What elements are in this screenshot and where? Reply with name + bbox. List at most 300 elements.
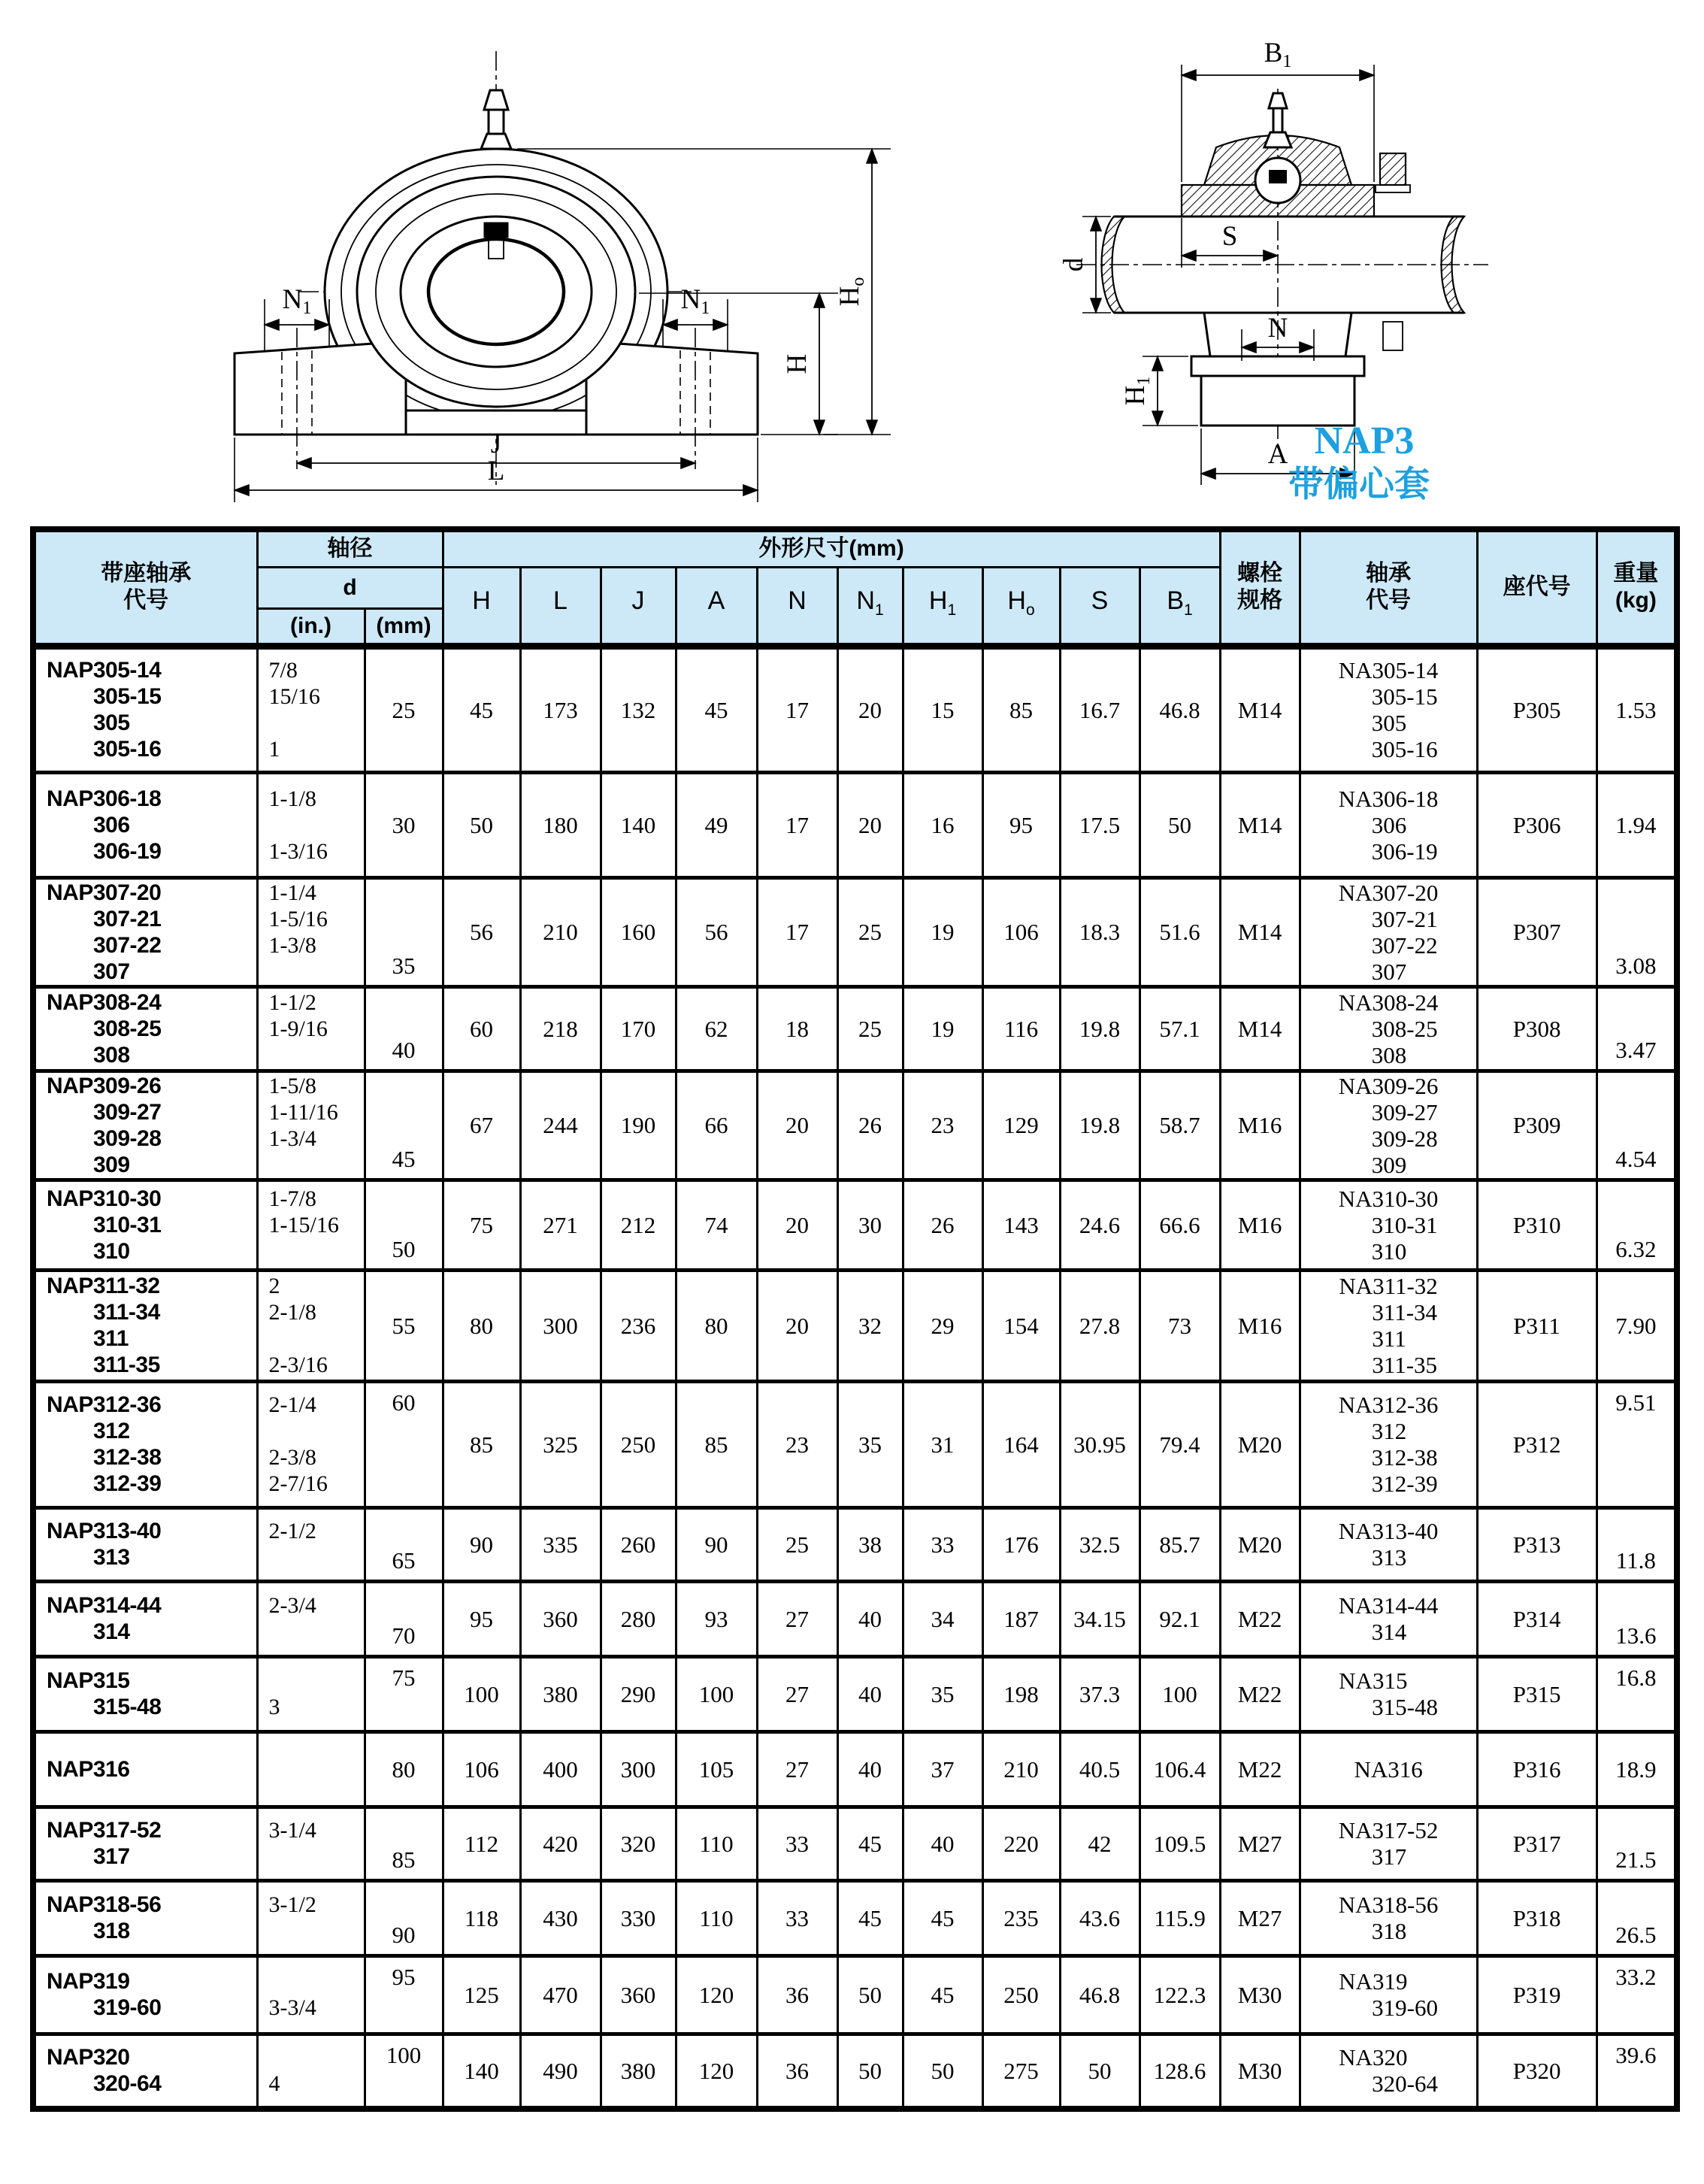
- cell-weight: 1.94: [1597, 772, 1677, 877]
- header-shaft-diameter: 轴径: [257, 529, 443, 567]
- cell-dim-H1: 31: [903, 1381, 982, 1507]
- side-view-drawing: [1058, 38, 1488, 504]
- header-d-inch: (in.): [257, 608, 365, 646]
- cell-d-inch: 4: [257, 2034, 365, 2109]
- cell-dim-N: 33: [757, 1807, 837, 1880]
- cell-dim-Ho: 164: [982, 1381, 1060, 1507]
- cell-bearing-code: NA319 319-60: [1300, 1955, 1477, 2034]
- cell-dim-N: 33: [757, 1880, 837, 1955]
- cell-d-mm: 90: [365, 1880, 443, 1955]
- cell-unit-code: NAP311-32 311-34 311 311-35: [33, 1270, 257, 1381]
- cell-dim-N: 27: [757, 1731, 837, 1807]
- cell-dim-H: 106: [443, 1731, 520, 1807]
- cell-d-mm: 55: [365, 1270, 443, 1381]
- cell-dim-N1: 35: [837, 1381, 903, 1507]
- cell-weight: 9.51: [1597, 1381, 1677, 1507]
- cell-dim-H: 118: [443, 1880, 520, 1955]
- series-caption-description: 带偏心套: [1288, 464, 1430, 504]
- cell-bearing-code: NA307-20 307-21 307-22 307: [1300, 877, 1477, 986]
- table-row: [33, 1955, 1677, 2034]
- cell-d-mm: 75: [365, 1656, 443, 1731]
- cell-dim-H1: 19: [903, 877, 982, 986]
- cell-bolt-spec: M16: [1220, 1270, 1300, 1381]
- header-dim-Ho: $H_o$: [982, 567, 1060, 646]
- cell-dim-H: 100: [443, 1656, 520, 1731]
- cell-dim-L: 360: [520, 1581, 601, 1656]
- cell-unit-code: NAP319 319-60: [33, 1955, 257, 2034]
- table-row: [33, 646, 1677, 772]
- header-weight: 重量 (kg): [1597, 529, 1677, 646]
- table-row: [33, 1880, 1677, 1955]
- cell-dim-L: 173: [520, 646, 601, 772]
- cell-dim-L: 180: [520, 772, 601, 877]
- cell-dim-S: 30.95: [1060, 1381, 1140, 1507]
- cell-weight: 16.8: [1597, 1656, 1677, 1731]
- cell-d-inch: [257, 1731, 365, 1807]
- table-row: [33, 1381, 1677, 1507]
- cell-dim-N1: 25: [837, 877, 903, 986]
- cell-dim-L: 218: [520, 986, 601, 1071]
- cell-dim-J: 360: [601, 1955, 676, 2034]
- cell-dim-H1: 34: [903, 1581, 982, 1656]
- cell-seat-code: P314: [1477, 1581, 1597, 1656]
- cell-seat-code: P320: [1477, 2034, 1597, 2109]
- header-bolt-spec: 螺栓 规格: [1220, 529, 1300, 646]
- cell-dim-S: 27.8: [1060, 1270, 1140, 1381]
- header-d: d: [257, 567, 443, 608]
- cell-dim-H1: 37: [903, 1731, 982, 1807]
- cell-bolt-spec: M27: [1220, 1880, 1300, 1955]
- cell-dim-B1: 115.9: [1140, 1880, 1220, 1955]
- cell-dim-L: 300: [520, 1270, 601, 1381]
- cell-weight: 26.5: [1597, 1880, 1677, 1955]
- cell-weight: 11.8: [1597, 1507, 1677, 1581]
- header-seat-code: 座代号: [1477, 529, 1597, 646]
- cell-d-mm: 85: [365, 1807, 443, 1880]
- cell-d-inch: 1-1/8 1-3/16: [257, 772, 365, 877]
- cell-dim-A: 100: [676, 1656, 757, 1731]
- cell-dim-B1: 92.1: [1140, 1581, 1220, 1656]
- dim-label-ho: Ho: [834, 277, 868, 307]
- table-header: [33, 529, 1677, 646]
- cell-d-inch: 2-3/4: [257, 1581, 365, 1656]
- cell-weight: 33.2: [1597, 1955, 1677, 2034]
- header-dimensions-title: 外形尺寸(mm): [443, 529, 1220, 567]
- cell-dim-L: 380: [520, 1656, 601, 1731]
- cell-d-mm: 95: [365, 1955, 443, 2034]
- cell-dim-A: 85: [676, 1381, 757, 1507]
- cell-dim-J: 160: [601, 877, 676, 986]
- table-row: [33, 1507, 1677, 1581]
- cell-unit-code: NAP318-56 318: [33, 1880, 257, 1955]
- cell-dim-Ho: 143: [982, 1180, 1060, 1270]
- cell-dim-H1: 40: [903, 1807, 982, 1880]
- cell-dim-H: 90: [443, 1507, 520, 1581]
- cell-bolt-spec: M14: [1220, 772, 1300, 877]
- cell-dim-N1: 20: [837, 646, 903, 772]
- cell-dim-J: 212: [601, 1180, 676, 1270]
- cell-dim-N: 25: [757, 1507, 837, 1581]
- table-row: [33, 986, 1677, 1071]
- dim-label-b1: B1: [1264, 38, 1292, 71]
- dim-label-j: J: [490, 429, 502, 459]
- table-row: [33, 1731, 1677, 1807]
- header-d-mm: (mm): [365, 608, 443, 646]
- cell-seat-code: P309: [1477, 1071, 1597, 1180]
- header-dim-J: J: [601, 567, 676, 646]
- cell-dim-S: 50: [1060, 2034, 1140, 2109]
- cell-bearing-code: NA308-24 308-25 308: [1300, 986, 1477, 1071]
- cell-unit-code: NAP315 315-48: [33, 1656, 257, 1731]
- cell-dim-N1: 30: [837, 1180, 903, 1270]
- cell-dim-N: 36: [757, 2034, 837, 2109]
- cell-seat-code: P315: [1477, 1656, 1597, 1731]
- cell-dim-N1: 45: [837, 1880, 903, 1955]
- cell-dim-B1: 58.7: [1140, 1071, 1220, 1180]
- cell-bolt-spec: M22: [1220, 1656, 1300, 1731]
- cell-dim-H: 56: [443, 877, 520, 986]
- cell-dim-S: 24.6: [1060, 1180, 1140, 1270]
- cell-dim-J: 250: [601, 1381, 676, 1507]
- table-row: [33, 877, 1677, 986]
- cell-dim-A: 93: [676, 1581, 757, 1656]
- cell-d-mm: 65: [365, 1507, 443, 1581]
- cell-dim-Ho: 220: [982, 1807, 1060, 1880]
- cell-dim-B1: 66.6: [1140, 1180, 1220, 1270]
- cell-bearing-code: NA320 320-64: [1300, 2034, 1477, 2109]
- cell-dim-H1: 16: [903, 772, 982, 877]
- cell-d-mm: 30: [365, 772, 443, 877]
- cell-seat-code: P305: [1477, 646, 1597, 772]
- cell-dim-N1: 38: [837, 1507, 903, 1581]
- cell-dim-J: 320: [601, 1807, 676, 1880]
- cell-dim-B1: 106.4: [1140, 1731, 1220, 1807]
- cell-dim-B1: 50: [1140, 772, 1220, 877]
- cell-dim-H: 80: [443, 1270, 520, 1381]
- cell-d-inch: 3-1/2: [257, 1880, 365, 1955]
- dim-label-a: A: [1267, 439, 1288, 470]
- cell-unit-code: NAP314-44 314: [33, 1581, 257, 1656]
- dim-label-h: H: [782, 353, 813, 374]
- cell-dim-N: 17: [757, 772, 837, 877]
- cell-dim-Ho: 198: [982, 1656, 1060, 1731]
- cell-bolt-spec: M14: [1220, 877, 1300, 986]
- cell-d-inch: 2-1/2: [257, 1507, 365, 1581]
- cell-dim-L: 470: [520, 1955, 601, 2034]
- cell-d-inch: 1-5/8 1-11/16 1-3/4: [257, 1071, 365, 1180]
- cell-dim-N1: 40: [837, 1731, 903, 1807]
- cell-bearing-code: NA305-14 305-15 305 305-16: [1300, 646, 1477, 772]
- header-dim-B1: $B_1$: [1140, 567, 1220, 646]
- cell-weight: 13.6: [1597, 1581, 1677, 1656]
- cell-weight: 3.47: [1597, 986, 1677, 1071]
- cell-d-mm: 35: [365, 877, 443, 986]
- cell-dim-N1: 32: [837, 1270, 903, 1381]
- cell-dim-B1: 73: [1140, 1270, 1220, 1381]
- cell-dim-A: 66: [676, 1071, 757, 1180]
- cell-dim-H1: 23: [903, 1071, 982, 1180]
- cell-bearing-code: NA309-26 309-27 309-28 309: [1300, 1071, 1477, 1180]
- cell-dim-A: 74: [676, 1180, 757, 1270]
- table-row: [33, 1807, 1677, 1880]
- cell-bolt-spec: M16: [1220, 1180, 1300, 1270]
- cell-dim-L: 400: [520, 1731, 601, 1807]
- cell-bearing-code: NA316: [1300, 1731, 1477, 1807]
- cell-dim-A: 120: [676, 2034, 757, 2109]
- cell-bolt-spec: M30: [1220, 1955, 1300, 2034]
- cell-dim-N: 27: [757, 1656, 837, 1731]
- cell-d-mm: 25: [365, 646, 443, 772]
- cell-weight: 4.54: [1597, 1071, 1677, 1180]
- cell-seat-code: P319: [1477, 1955, 1597, 2034]
- table-row: [33, 772, 1677, 877]
- cell-dim-A: 120: [676, 1955, 757, 2034]
- dim-label-n: N: [1267, 313, 1288, 344]
- cell-dim-Ho: 250: [982, 1955, 1060, 2034]
- cell-bearing-code: NA310-30 310-31 310: [1300, 1180, 1477, 1270]
- cell-dim-H: 112: [443, 1807, 520, 1880]
- cell-bearing-code: NA318-56 318: [1300, 1880, 1477, 1955]
- cell-dim-H: 95: [443, 1581, 520, 1656]
- cell-d-mm: 50: [365, 1180, 443, 1270]
- table-row: [33, 1581, 1677, 1656]
- cell-dim-S: 43.6: [1060, 1880, 1140, 1955]
- cell-dim-L: 335: [520, 1507, 601, 1581]
- cell-bolt-spec: M22: [1220, 1581, 1300, 1656]
- cell-dim-B1: 100: [1140, 1656, 1220, 1731]
- cell-bolt-spec: M20: [1220, 1381, 1300, 1507]
- cell-dim-S: 40.5: [1060, 1731, 1140, 1807]
- cell-dim-Ho: 116: [982, 986, 1060, 1071]
- cell-dim-J: 300: [601, 1731, 676, 1807]
- cell-d-inch: 2 2-1/8 2-3/16: [257, 1270, 365, 1381]
- cell-d-mm: 70: [365, 1581, 443, 1656]
- cell-dim-A: 56: [676, 877, 757, 986]
- cell-dim-J: 190: [601, 1071, 676, 1180]
- cell-unit-code: NAP320 320-64: [33, 2034, 257, 2109]
- header-dim-A: A: [676, 567, 757, 646]
- cell-dim-H1: 45: [903, 1880, 982, 1955]
- cell-dim-N1: 40: [837, 1656, 903, 1731]
- cell-d-mm: 100: [365, 2034, 443, 2109]
- cell-bearing-code: NA312-36 312 312-38 312-39: [1300, 1381, 1477, 1507]
- cell-dim-N: 18: [757, 986, 837, 1071]
- cell-d-mm: 80: [365, 1731, 443, 1807]
- dim-label-h1: H1: [1120, 376, 1154, 406]
- cell-dim-Ho: 275: [982, 2034, 1060, 2109]
- cell-dim-L: 490: [520, 2034, 601, 2109]
- cell-dim-B1: 109.5: [1140, 1807, 1220, 1880]
- cell-d-inch: 7/8 15/16 1: [257, 646, 365, 772]
- dim-label-s: S: [1221, 221, 1238, 252]
- cell-dim-N: 17: [757, 877, 837, 986]
- cell-dim-Ho: 129: [982, 1071, 1060, 1180]
- cell-dim-N1: 45: [837, 1807, 903, 1880]
- cell-d-inch: 3-3/4: [257, 1955, 365, 2034]
- cell-weight: 39.6: [1597, 2034, 1677, 2109]
- cell-dim-J: 236: [601, 1270, 676, 1381]
- cell-d-inch: 3: [257, 1656, 365, 1731]
- cell-seat-code: P317: [1477, 1807, 1597, 1880]
- cell-unit-code: NAP306-18 306 306-19: [33, 772, 257, 877]
- cell-weight: 18.9: [1597, 1731, 1677, 1807]
- cell-bolt-spec: M22: [1220, 1731, 1300, 1807]
- cell-seat-code: P306: [1477, 772, 1597, 877]
- dim-label-n1-right: N1: [680, 284, 710, 318]
- cell-dim-S: 46.8: [1060, 1955, 1140, 2034]
- cell-dim-H1: 50: [903, 2034, 982, 2109]
- cell-dim-J: 260: [601, 1507, 676, 1581]
- cell-dim-J: 140: [601, 772, 676, 877]
- dim-label-n1-left: N1: [282, 284, 312, 318]
- cell-dim-L: 210: [520, 877, 601, 986]
- cell-dim-S: 18.3: [1060, 877, 1140, 986]
- cell-dim-L: 420: [520, 1807, 601, 1880]
- table-row: [33, 1071, 1677, 1180]
- cell-seat-code: P313: [1477, 1507, 1597, 1581]
- cell-unit-code: NAP313-40 313: [33, 1507, 257, 1581]
- cell-dim-H: 125: [443, 1955, 520, 2034]
- dim-label-d: d: [1058, 257, 1089, 272]
- cell-dim-L: 325: [520, 1381, 601, 1507]
- cell-dim-H1: 35: [903, 1656, 982, 1731]
- cell-dim-H: 50: [443, 772, 520, 877]
- cell-dim-S: 42: [1060, 1807, 1140, 1880]
- cell-dim-H: 45: [443, 646, 520, 772]
- spec-table: [30, 526, 1680, 2112]
- cell-bolt-spec: M30: [1220, 2034, 1300, 2109]
- cell-seat-code: P307: [1477, 877, 1597, 986]
- cell-seat-code: P311: [1477, 1270, 1597, 1381]
- cell-unit-code: NAP307-20 307-21 307-22 307: [33, 877, 257, 986]
- cell-dim-N: 20: [757, 1270, 837, 1381]
- cell-dim-A: 62: [676, 986, 757, 1071]
- cell-weight: 6.32: [1597, 1180, 1677, 1270]
- header-dim-L: L: [520, 567, 601, 646]
- front-view-drawing: [235, 51, 891, 502]
- header-bearing-code: 轴承 代号: [1300, 529, 1477, 646]
- cell-dim-Ho: 85: [982, 646, 1060, 772]
- cell-dim-H1: 15: [903, 646, 982, 772]
- dim-label-l: L: [487, 456, 505, 486]
- cell-bearing-code: NA306-18 306 306-19: [1300, 772, 1477, 877]
- cell-dim-S: 32.5: [1060, 1507, 1140, 1581]
- cell-dim-N: 27: [757, 1581, 837, 1656]
- cell-dim-J: 170: [601, 986, 676, 1071]
- cell-dim-N1: 40: [837, 1581, 903, 1656]
- cell-bearing-code: NA314-44 314: [1300, 1581, 1477, 1656]
- cell-dim-A: 110: [676, 1807, 757, 1880]
- cell-dim-L: 430: [520, 1880, 601, 1955]
- drawings-panel: [0, 0, 1704, 526]
- cell-unit-code: NAP310-30 310-31 310: [33, 1180, 257, 1270]
- cell-dim-A: 49: [676, 772, 757, 877]
- cell-dim-A: 90: [676, 1507, 757, 1581]
- cell-dim-H1: 26: [903, 1180, 982, 1270]
- header-dim-N1: $N_1$: [837, 567, 903, 646]
- cell-dim-J: 132: [601, 646, 676, 772]
- cell-d-inch: 3-1/4: [257, 1807, 365, 1880]
- cell-bolt-spec: M27: [1220, 1807, 1300, 1880]
- cell-dim-Ho: 154: [982, 1270, 1060, 1381]
- cell-dim-B1: 79.4: [1140, 1381, 1220, 1507]
- cell-weight: 21.5: [1597, 1807, 1677, 1880]
- cell-dim-B1: 122.3: [1140, 1955, 1220, 2034]
- cell-dim-H: 60: [443, 986, 520, 1071]
- cell-bearing-code: NA315 315-48: [1300, 1656, 1477, 1731]
- cell-dim-N1: 25: [837, 986, 903, 1071]
- cell-dim-J: 290: [601, 1656, 676, 1731]
- cell-dim-L: 271: [520, 1180, 601, 1270]
- cell-dim-Ho: 210: [982, 1731, 1060, 1807]
- cell-weight: 3.08: [1597, 877, 1677, 986]
- cell-dim-N: 20: [757, 1071, 837, 1180]
- cell-dim-H1: 33: [903, 1507, 982, 1581]
- header-dim-S: S: [1060, 567, 1140, 646]
- cell-dim-A: 80: [676, 1270, 757, 1381]
- cell-bolt-spec: M14: [1220, 646, 1300, 772]
- cell-unit-code: NAP316: [33, 1731, 257, 1807]
- cell-bolt-spec: M16: [1220, 1071, 1300, 1180]
- cell-dim-H1: 45: [903, 1955, 982, 2034]
- cell-d-inch: 2-1/4 2-3/8 2-7/16: [257, 1381, 365, 1507]
- cell-dim-H1: 19: [903, 986, 982, 1071]
- cell-dim-S: 37.3: [1060, 1656, 1140, 1731]
- cell-dim-H: 85: [443, 1381, 520, 1507]
- cell-dim-H: 67: [443, 1071, 520, 1180]
- cell-dim-S: 19.8: [1060, 986, 1140, 1071]
- header-unit-code: 带座轴承 代号: [33, 529, 257, 646]
- cell-dim-H: 75: [443, 1180, 520, 1270]
- cell-dim-B1: 128.6: [1140, 2034, 1220, 2109]
- cell-unit-code: NAP312-36 312 312-38 312-39: [33, 1381, 257, 1507]
- cell-d-mm: 60: [365, 1381, 443, 1507]
- cell-seat-code: P312: [1477, 1381, 1597, 1507]
- table-row: [33, 1270, 1677, 1381]
- cell-dim-Ho: 95: [982, 772, 1060, 877]
- cell-dim-J: 280: [601, 1581, 676, 1656]
- cell-dim-N: 20: [757, 1180, 837, 1270]
- cell-dim-H: 140: [443, 2034, 520, 2109]
- cell-d-mm: 45: [365, 1071, 443, 1180]
- cell-dim-Ho: 176: [982, 1507, 1060, 1581]
- cell-seat-code: P316: [1477, 1731, 1597, 1807]
- cell-dim-Ho: 187: [982, 1581, 1060, 1656]
- cell-seat-code: P310: [1477, 1180, 1597, 1270]
- cell-dim-N1: 50: [837, 1955, 903, 2034]
- cell-dim-N: 36: [757, 1955, 837, 2034]
- cell-bolt-spec: M14: [1220, 986, 1300, 1071]
- table-row: [33, 1180, 1677, 1270]
- cell-weight: 7.90: [1597, 1270, 1677, 1381]
- header-dim-H1: $H_1$: [903, 567, 982, 646]
- cell-dim-B1: 46.8: [1140, 646, 1220, 772]
- cell-dim-H1: 29: [903, 1270, 982, 1381]
- cell-bolt-spec: M20: [1220, 1507, 1300, 1581]
- cell-unit-code: NAP309-26 309-27 309-28 309: [33, 1071, 257, 1180]
- cell-dim-S: 19.8: [1060, 1071, 1140, 1180]
- cell-dim-L: 244: [520, 1071, 601, 1180]
- cell-dim-S: 17.5: [1060, 772, 1140, 877]
- cell-dim-N: 17: [757, 646, 837, 772]
- cell-dim-S: 16.7: [1060, 646, 1140, 772]
- cell-dim-N1: 20: [837, 772, 903, 877]
- cell-d-mm: 40: [365, 986, 443, 1071]
- spec-table-body: [33, 646, 1677, 2109]
- cell-dim-J: 380: [601, 2034, 676, 2109]
- cell-dim-N1: 50: [837, 2034, 903, 2109]
- cell-d-inch: 1-1/4 1-5/16 1-3/8: [257, 877, 365, 986]
